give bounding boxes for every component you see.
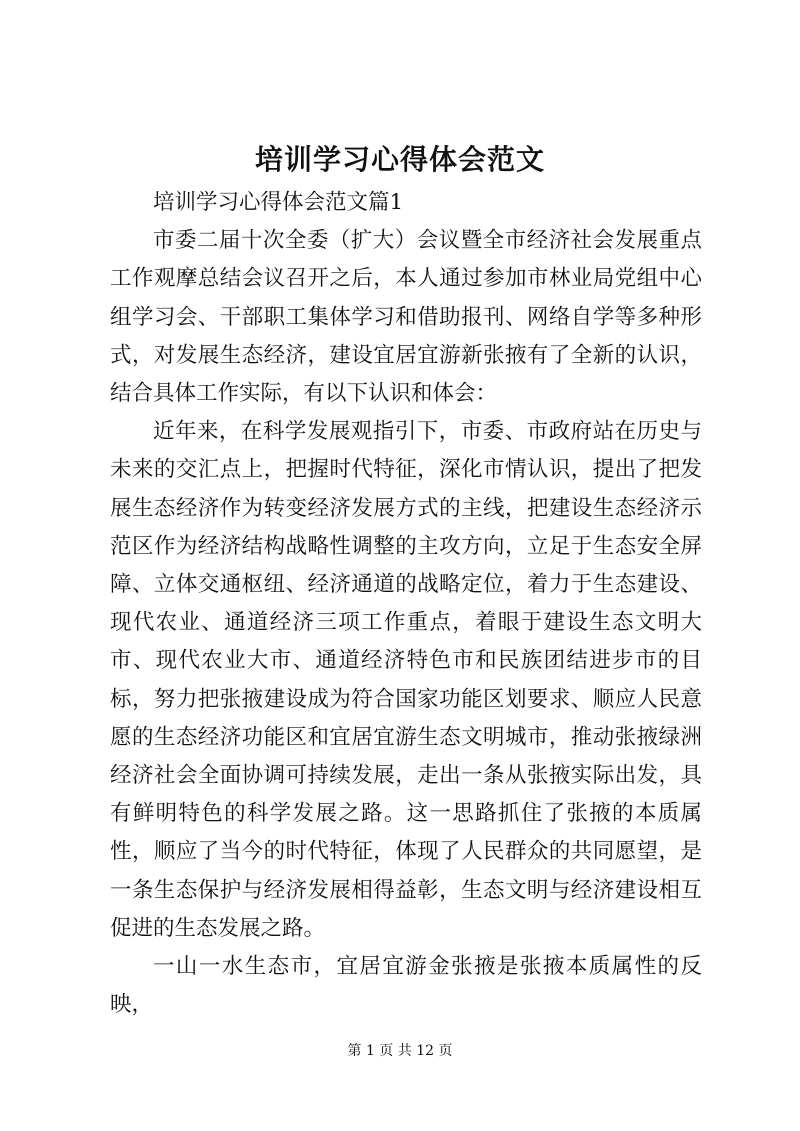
paragraph-2: 近年来，在科学发展观指引下，市委、市政府站在历史与未来的交汇点上，把握时代特征，深化市情认识，提出了把发展生态经济作为转变经济发展方式的主线，把建设生态经济示范区作为经济结构战略性调整的主攻方向，立足于生态安全屏障、立体交通枢纽、经济通道的战略定位，着力于生态建设、现代农业、通道经济三项工作重点，着眼于建设生态文明大市、现代农业大市、通道经济特色市和民族团结进步市的目标，努力把张掖建设成为符合国家功能区划要求、顺应人民意愿的生态经济功能区和宜居宜游生态文明城市，推动张掖绿洲经济社会全面协调可持续发展，走出一条从张掖实际出发，具有鲜明特色的科学发展之路。这一思路抓住了张掖的本质属性，顺应了当今的时代特征，体现了人民群众的共同愿望，是一条生态保护与经济发展相得益彰，生态文明与经济建设相互促进的生态发展之路。 [110,419,702,941]
document-title: 培训学习心得体会范文 [254,143,545,176]
section-heading: 培训学习心得体会范文篇1 [153,190,404,215]
document-body [110,184,702,1024]
paragraph-1: 市委二届十次全委（扩大）会议暨全市经济社会发展重点工作观摩总结会议召开之后，本人通过参加市林业局党组中心组学习会、干部职工集体学习和借助报刊、网络自学等多种形式，对发展生态经济，建设宜居宜游新张掖有了全新的认识，结合具体工作实际，有以下认识和体会： [110,228,702,407]
page-number-footer: 第 1 页 共 12 页 [347,1043,453,1059]
paragraph-3: 一山一水生态市，宜居宜游金张掖是张掖本质属性的反映， [110,954,702,1018]
